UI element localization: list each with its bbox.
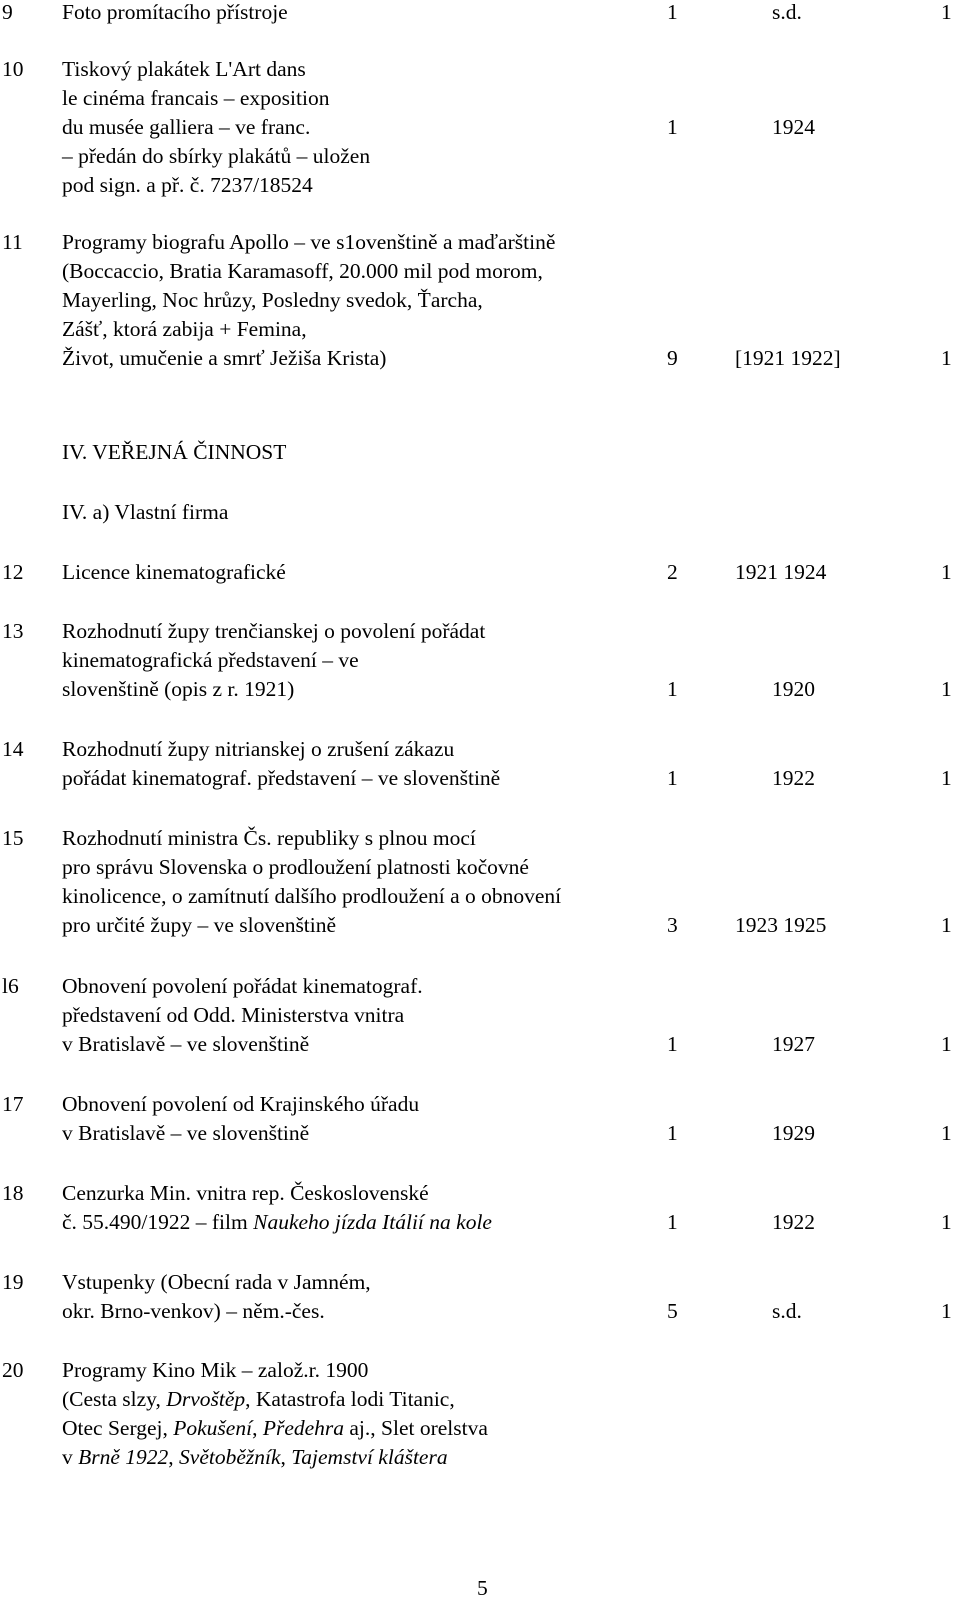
item-text: Rozhodnutí župy trenčianskej o povolení pořádat (62, 619, 486, 643)
item-count: 1 (667, 1121, 678, 1145)
item-text: Foto promítacího přístroje (62, 0, 288, 24)
item-date: 1922 (772, 1210, 815, 1234)
item-text-part: (Cesta slzy, (62, 1387, 167, 1411)
item-text: Rozhodnutí župy nitrianskej o zrušení zákazu (62, 737, 455, 761)
item-date: s.d. (772, 0, 802, 24)
item-number: 18 (2, 1181, 24, 1205)
item-count: 5 (667, 1299, 678, 1323)
item-date: [1921 1922] (735, 346, 841, 370)
item-date: 1922 (772, 766, 815, 790)
item-number: 13 (2, 619, 24, 643)
item-text: kinematografická představení – ve (62, 648, 359, 672)
item-text-part: v (62, 1445, 79, 1469)
item-date: 1929 (772, 1121, 815, 1145)
item-text: Mayerling, Noc hrůzy, Posledny svedok, Ťarcha, (62, 288, 483, 312)
item-count: 1 (667, 115, 678, 139)
item-text: pod sign. a př. č. 7237/18524 (62, 173, 313, 197)
item-count: 1 (667, 766, 678, 790)
film-title: Drvoštěp (166, 1387, 246, 1411)
subsection-heading: IV. a) Vlastní firma (62, 500, 229, 524)
item-text-part: aj., Slet orelstva (344, 1416, 488, 1440)
item-text: Vstupenky (Obecní rada v Jamném, (62, 1270, 371, 1294)
item-text: pro určité župy – ve slovenštině (62, 913, 337, 937)
item-number: 14 (2, 737, 24, 761)
item-text-part: , Katastrofa lodi Titanic, (245, 1387, 455, 1411)
item-text: – předán do sbírky plakátů – uložen (62, 144, 371, 168)
item-text (62, 1445, 448, 1470)
item-number: 17 (2, 1092, 24, 1116)
item-count: 9 (667, 346, 678, 370)
item-text: Obnovení povolení pořádat kinematograf. (62, 974, 423, 998)
item-number: 19 (2, 1270, 24, 1294)
film-title: Předehra (262, 1416, 345, 1440)
item-box: 1 (941, 1121, 952, 1145)
item-number: l6 (2, 974, 19, 998)
film-title: Tajemství kláštera (291, 1445, 448, 1469)
item-box: 1 (941, 677, 952, 701)
item-count: 1 (667, 0, 678, 24)
item-box: 1 (941, 766, 952, 790)
item-text: okr. Brno-venkov) – něm.-čes. (62, 1299, 325, 1323)
item-count: 1 (667, 677, 678, 701)
item-count: 1 (667, 1210, 678, 1234)
item-text: slovenštině (opis z r. 1921) (62, 677, 295, 701)
item-text (62, 1210, 492, 1235)
item-text: pro správu Slovenska o prodloužení platnosti kočovné (62, 855, 529, 879)
item-text: Obnovení povolení od Krajinského úřadu (62, 1092, 420, 1116)
page-number: 5 (477, 1576, 488, 1600)
item-text: Programy Kino Mik – založ.r. 1900 (62, 1358, 369, 1382)
item-date: 1920 (772, 677, 815, 701)
item-text: v Bratislavě – ve slovenštině (62, 1121, 310, 1145)
item-text: pořádat kinematograf. představení – ve slovenštině (62, 766, 501, 790)
film-title: Pokušení (173, 1416, 253, 1440)
item-text: v Bratislavě – ve slovenštině (62, 1032, 310, 1056)
item-date: 1927 (772, 1032, 815, 1056)
item-box: 1 (941, 1210, 952, 1234)
item-text: kinolicence, o zamítnutí dalšího prodloužení a o obnovení (62, 884, 562, 908)
item-box: 1 (941, 346, 952, 370)
item-text: Licence kinematografické (62, 560, 286, 584)
item-box: 1 (941, 913, 952, 937)
item-text: Cenzurka Min. vnitra rep. Československé (62, 1181, 429, 1205)
item-text: Tiskový plakátek L'Art dans (62, 57, 306, 81)
item-box: 1 (941, 0, 952, 24)
film-title: Brně 1922 (78, 1445, 169, 1469)
item-number: 12 (2, 560, 24, 584)
film-title: Světoběžník (179, 1445, 281, 1469)
item-text: Rozhodnutí ministra Čs. republiky s plnou mocí (62, 826, 476, 850)
item-text-part: , (252, 1416, 263, 1440)
section-heading: IV. VEŘEJNÁ ČINNOST (62, 440, 287, 464)
item-text-part: Otec Sergej, (62, 1416, 174, 1440)
item-text: Život, umučenie a smrť Ježiša Krista) (62, 346, 387, 370)
item-text: le cinéma francais – exposition (62, 86, 330, 110)
item-text-part: , (168, 1445, 180, 1469)
item-text: (Boccaccio, Bratia Karamasoff, 20.000 mil pod morom, (62, 259, 543, 283)
item-number: 15 (2, 826, 24, 850)
item-text-part: č. 55.490/1922 – film (62, 1210, 254, 1234)
item-text (62, 1387, 455, 1412)
item-date: 1921 1924 (735, 560, 827, 584)
item-count: 1 (667, 1032, 678, 1056)
item-text: Zášť, ktorá zabija + Femina, (62, 317, 307, 341)
item-date: 1924 (772, 115, 815, 139)
item-box: 1 (941, 560, 952, 584)
item-text-part: , (280, 1445, 292, 1469)
item-count: 3 (667, 913, 678, 937)
item-box: 1 (941, 1299, 952, 1323)
item-text: představení od Odd. Ministerstva vnitra (62, 1003, 405, 1027)
item-count: 2 (667, 560, 678, 584)
item-number: 10 (2, 57, 24, 81)
item-box: 1 (941, 1032, 952, 1056)
item-number: 20 (2, 1358, 24, 1382)
item-number: 11 (2, 230, 23, 254)
film-title: Naukeho jízda Itálií na kole (253, 1210, 492, 1234)
item-number: 9 (2, 0, 13, 24)
item-text (62, 1416, 488, 1441)
item-text: Programy biografu Apollo – ve s1ovenštině a maďarštině (62, 230, 556, 254)
item-text: du musée galliera – ve franc. (62, 115, 311, 139)
item-date: s.d. (772, 1299, 802, 1323)
item-date: 1923 1925 (735, 913, 827, 937)
